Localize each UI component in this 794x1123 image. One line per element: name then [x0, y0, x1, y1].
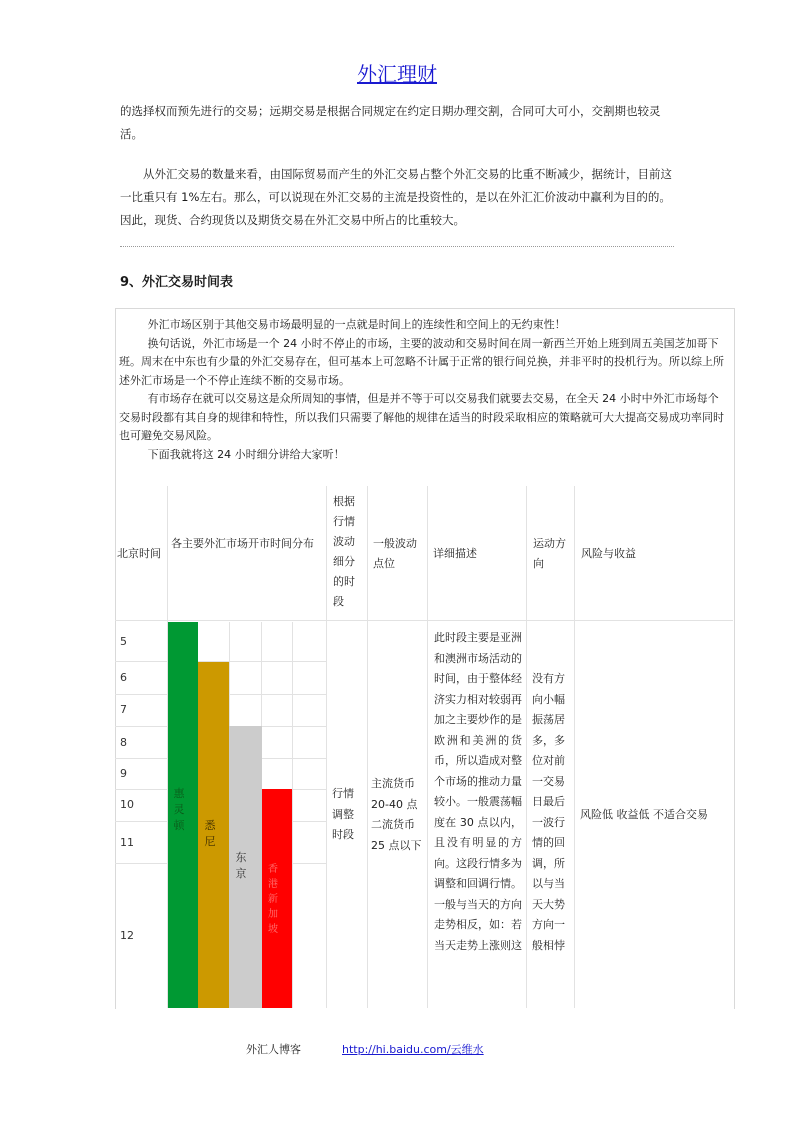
- grid-line: [574, 486, 575, 1008]
- points-cell: 主流货币 20-40 点 二流货币 25 点以下: [371, 777, 422, 852]
- grid-line: [326, 486, 327, 1008]
- grid-line: [115, 620, 733, 621]
- hour-label: 10: [120, 798, 134, 811]
- hour-label: 5: [120, 635, 127, 648]
- hour-label: 7: [120, 703, 127, 716]
- hour-label: 11: [120, 836, 134, 849]
- header-segment: 根据行情波动细分的时段: [333, 495, 355, 608]
- header-markets: 各主要外汇市场开市时间分布: [171, 537, 314, 550]
- direction-cell: 没有方向小幅振荡居多，多位对前一交易日最后一波行情的回调，所以与当天大势方向一般相悖: [532, 672, 565, 952]
- detail-cell: 此时段主要是亚洲和澳洲市场活动的时间，由于整体经济实力相对较弱再加之主要炒作的是欧洲和美洲的货币，所以造成对整个市场的推动力量较小。一般震荡幅度在 30 点以内，且没有明显的方向。这段行情多为调整和回调行情。一般与当天的方向走势相反，如：若当天走势上涨则这: [434, 631, 522, 952]
- page-title[interactable]: 外汇理财: [357, 62, 437, 86]
- market-label-wellington: 惠灵顿: [173, 787, 185, 832]
- paragraph-forward-trading: 的选择权而预先进行的交易；远期交易是根据合同规定在约定日期办理交割，合同可大可小，交割期也较灵活。: [120, 104, 661, 141]
- header-time: 北京时间: [117, 547, 161, 560]
- hour-label: 12: [120, 929, 134, 942]
- intro-line-2: 换句话说，外汇市场是一个 24 小时不停止的市场，主要的波动和交易时间在周一新西兰开始上班到周五美国芝加哥下班。周末在中东也有少量的外汇交易存在，但可基本上可忽略不计属于正常的银行间兑换，并非平时的投机行为。所以综上所述外汇市场是一个不停止连续不断的交易市场。: [119, 336, 724, 387]
- market-label-hongkong-singapore: 香港新加坡: [268, 864, 278, 935]
- grid-line: [427, 486, 428, 1008]
- grid-line: [526, 486, 527, 1008]
- header-direction: 运动方向: [533, 537, 566, 570]
- footer-link[interactable]: http://hi.baidu.com/云维水: [342, 1043, 484, 1056]
- intro-line-3: 有市场存在就可以交易这是众所周知的事情，但是并不等于可以交易我们就要去交易，在全天 24 小时中外汇市场每个交易时段都有其自身的规律和特性，所以我们只需要了解他的规律在适当的时段采取相应的策略就可大大提高交易成功率同时也可避免交易风险。: [119, 392, 724, 442]
- paragraph-trading-volume: 从外汇交易的数量来看，由国际贸易而产生的外汇交易占整个外汇交易的比重不断减少，据统计，目前这一比重只有 1%左右。那么，可以说现在外汇交易的主流是投资性的，是以在外汇汇价波动中赢利为目的的。因此，现货、合约现货以及期货交易在外汇交易中所占的比重较大。: [120, 167, 672, 227]
- intro-text: [119, 316, 729, 464]
- risk-cell: 风险低 收益低 不适合交易: [580, 808, 708, 821]
- header-detail: 详细描述: [433, 547, 477, 560]
- header-risk: 风险与收益: [581, 547, 636, 560]
- hour-label: 8: [120, 736, 127, 749]
- footer-label: 外汇人博客: [246, 1043, 301, 1056]
- grid-line: [292, 622, 293, 1008]
- header-points: 一般波动点位: [373, 537, 417, 570]
- intro-line-1: 外汇市场区别于其他交易市场最明显的一点就是时间上的连续性和空间上的无约束性！: [147, 318, 566, 331]
- market-label-sydney: 悉尼: [204, 819, 216, 848]
- market-label-tokyo: 东京: [235, 851, 247, 880]
- dotted-divider: [120, 246, 674, 247]
- hour-label: 6: [120, 671, 127, 684]
- grid-line: [367, 486, 368, 1008]
- section-heading: 9、外汇交易时间表: [120, 275, 234, 290]
- hour-label: 9: [120, 767, 127, 780]
- segment-cell: 行情调整时段: [332, 787, 354, 841]
- intro-line-4: 下面我就将这 24 小时细分讲给大家听！: [147, 447, 345, 461]
